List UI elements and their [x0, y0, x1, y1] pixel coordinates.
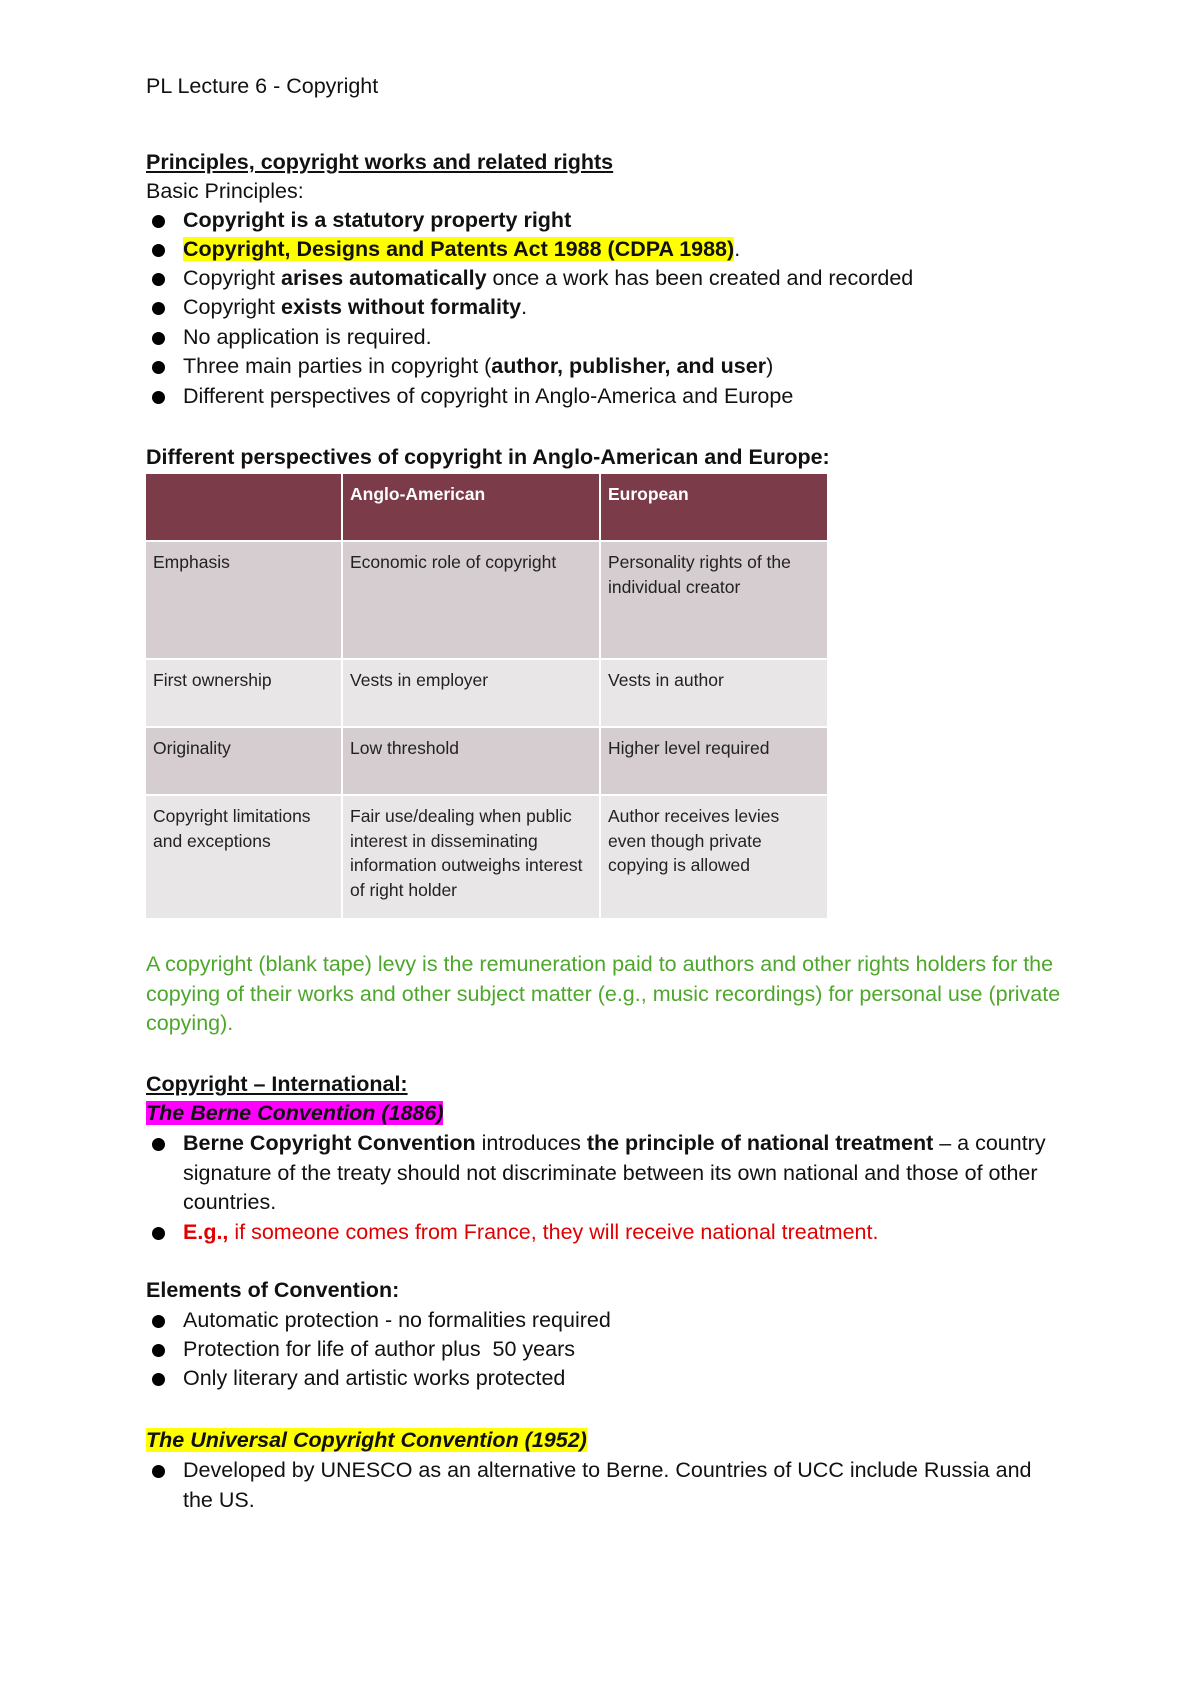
bullet-icon: [152, 244, 165, 257]
table-header-cell: Anglo-American: [342, 474, 600, 541]
table-cell: Personality rights of the individual creator: [600, 541, 828, 659]
table-row: [146, 541, 828, 659]
bullet-icon: [152, 1315, 165, 1328]
document-page: PL Lecture 6 - Copyright Principles, copyright works and related rights Basic Principles: Copyright is a statutory property right Copyright, Designs and Patents Act 1988 (CDPA 1988). Copyright arises automatically once a work has been created and recorded Copyright exists without formality. No application is required. Three main parties in copyright (author, publisher, and user) Different perspectives of copyright in Anglo-America and Europe Different perspectives of copyright in Anglo-American and Europe: Anglo-American European Emphasis Economic role of copyright Personality rights of the individual creator First ownership Vests in employer Vests in author Originality Low threshold Higher level required Copyright limitations and exceptions Fair use/dealing when public interest in disseminating information outweighs interest of right holder Author receives levies even though private copying is allowed A copyright (blank tape) levy is the remuneration paid to authors and other rights holders for the copying of their works and other subject matter (e.g., music recordings) for personal use (private copying). Copyright – International: The Berne Convention (1886) Berne Copyright Convention introduces the principle of national treatment – a country signature of the treaty should not discriminate between its own national and those of other countries. E.g., if someone comes from France, they will receive national treatment. Elements of Convention: Automatic protection - no formalities required Protection for life of author plus 50 years Only literary and artistic works protected The Universal Copyright Convention (1952) Developed by UNESCO as an alternative to Berne. Countries of UCC include Russia and the US.: [0, 0, 1200, 1698]
table-cell: Fair use/dealing when public interest in disseminating information outweighs interest of right holder: [342, 795, 600, 919]
table-cell: Originality: [146, 727, 342, 795]
bullet-icon: [152, 273, 165, 286]
table-cell: Copyright limitations and exceptions: [146, 795, 342, 919]
table-header-row: [146, 474, 828, 541]
bullet-icon: [152, 1138, 165, 1151]
table-cell: Higher level required: [600, 727, 828, 795]
table-cell: Economic role of copyright: [342, 541, 600, 659]
table-header-cell: [146, 474, 342, 541]
table-row: [146, 727, 828, 795]
table-header-cell: European: [600, 474, 828, 541]
bullet-icon: [152, 361, 165, 374]
table-caption: Different perspectives of copyright in Anglo-American and Europe:: [146, 445, 830, 469]
section-heading-principles: Principles, copyright works and related rights: [146, 150, 614, 174]
levy-note: A copyright (blank tape) levy is the remuneration paid to authors and other rights holders for the copying of their works and other subject matter (e.g., music recordings) for personal use (private copying).: [146, 952, 1061, 1035]
elements-heading: Elements of Convention:: [146, 1278, 400, 1302]
bullet-icon: [152, 1227, 165, 1240]
table-row: [146, 659, 828, 727]
table-cell: Vests in author: [600, 659, 828, 727]
bullet-icon: [152, 1344, 165, 1357]
table-cell: Vests in employer: [342, 659, 600, 727]
document-header: PL Lecture 6 - Copyright: [146, 74, 379, 98]
bullet-icon: [152, 215, 165, 228]
section-heading-international: Copyright – International:: [146, 1072, 408, 1096]
bullet-icon: [152, 1465, 165, 1478]
table-cell: Emphasis: [146, 541, 342, 659]
table-cell: First ownership: [146, 659, 342, 727]
table-cell: Low threshold: [342, 727, 600, 795]
perspectives-table: [146, 474, 829, 920]
bullet-icon: [152, 1373, 165, 1386]
bullet-icon: [152, 391, 165, 404]
berne-convention-title: The Berne Convention (1886): [146, 1101, 444, 1125]
bullet-icon: [152, 332, 165, 345]
table-row: [146, 795, 828, 919]
subheading-basic-principles: Basic Principles:: [146, 179, 304, 203]
bullet-icon: [152, 302, 165, 315]
ucc-title: The Universal Copyright Convention (1952): [146, 1428, 587, 1452]
table-cell: Author receives levies even though private copying is allowed: [600, 795, 828, 919]
